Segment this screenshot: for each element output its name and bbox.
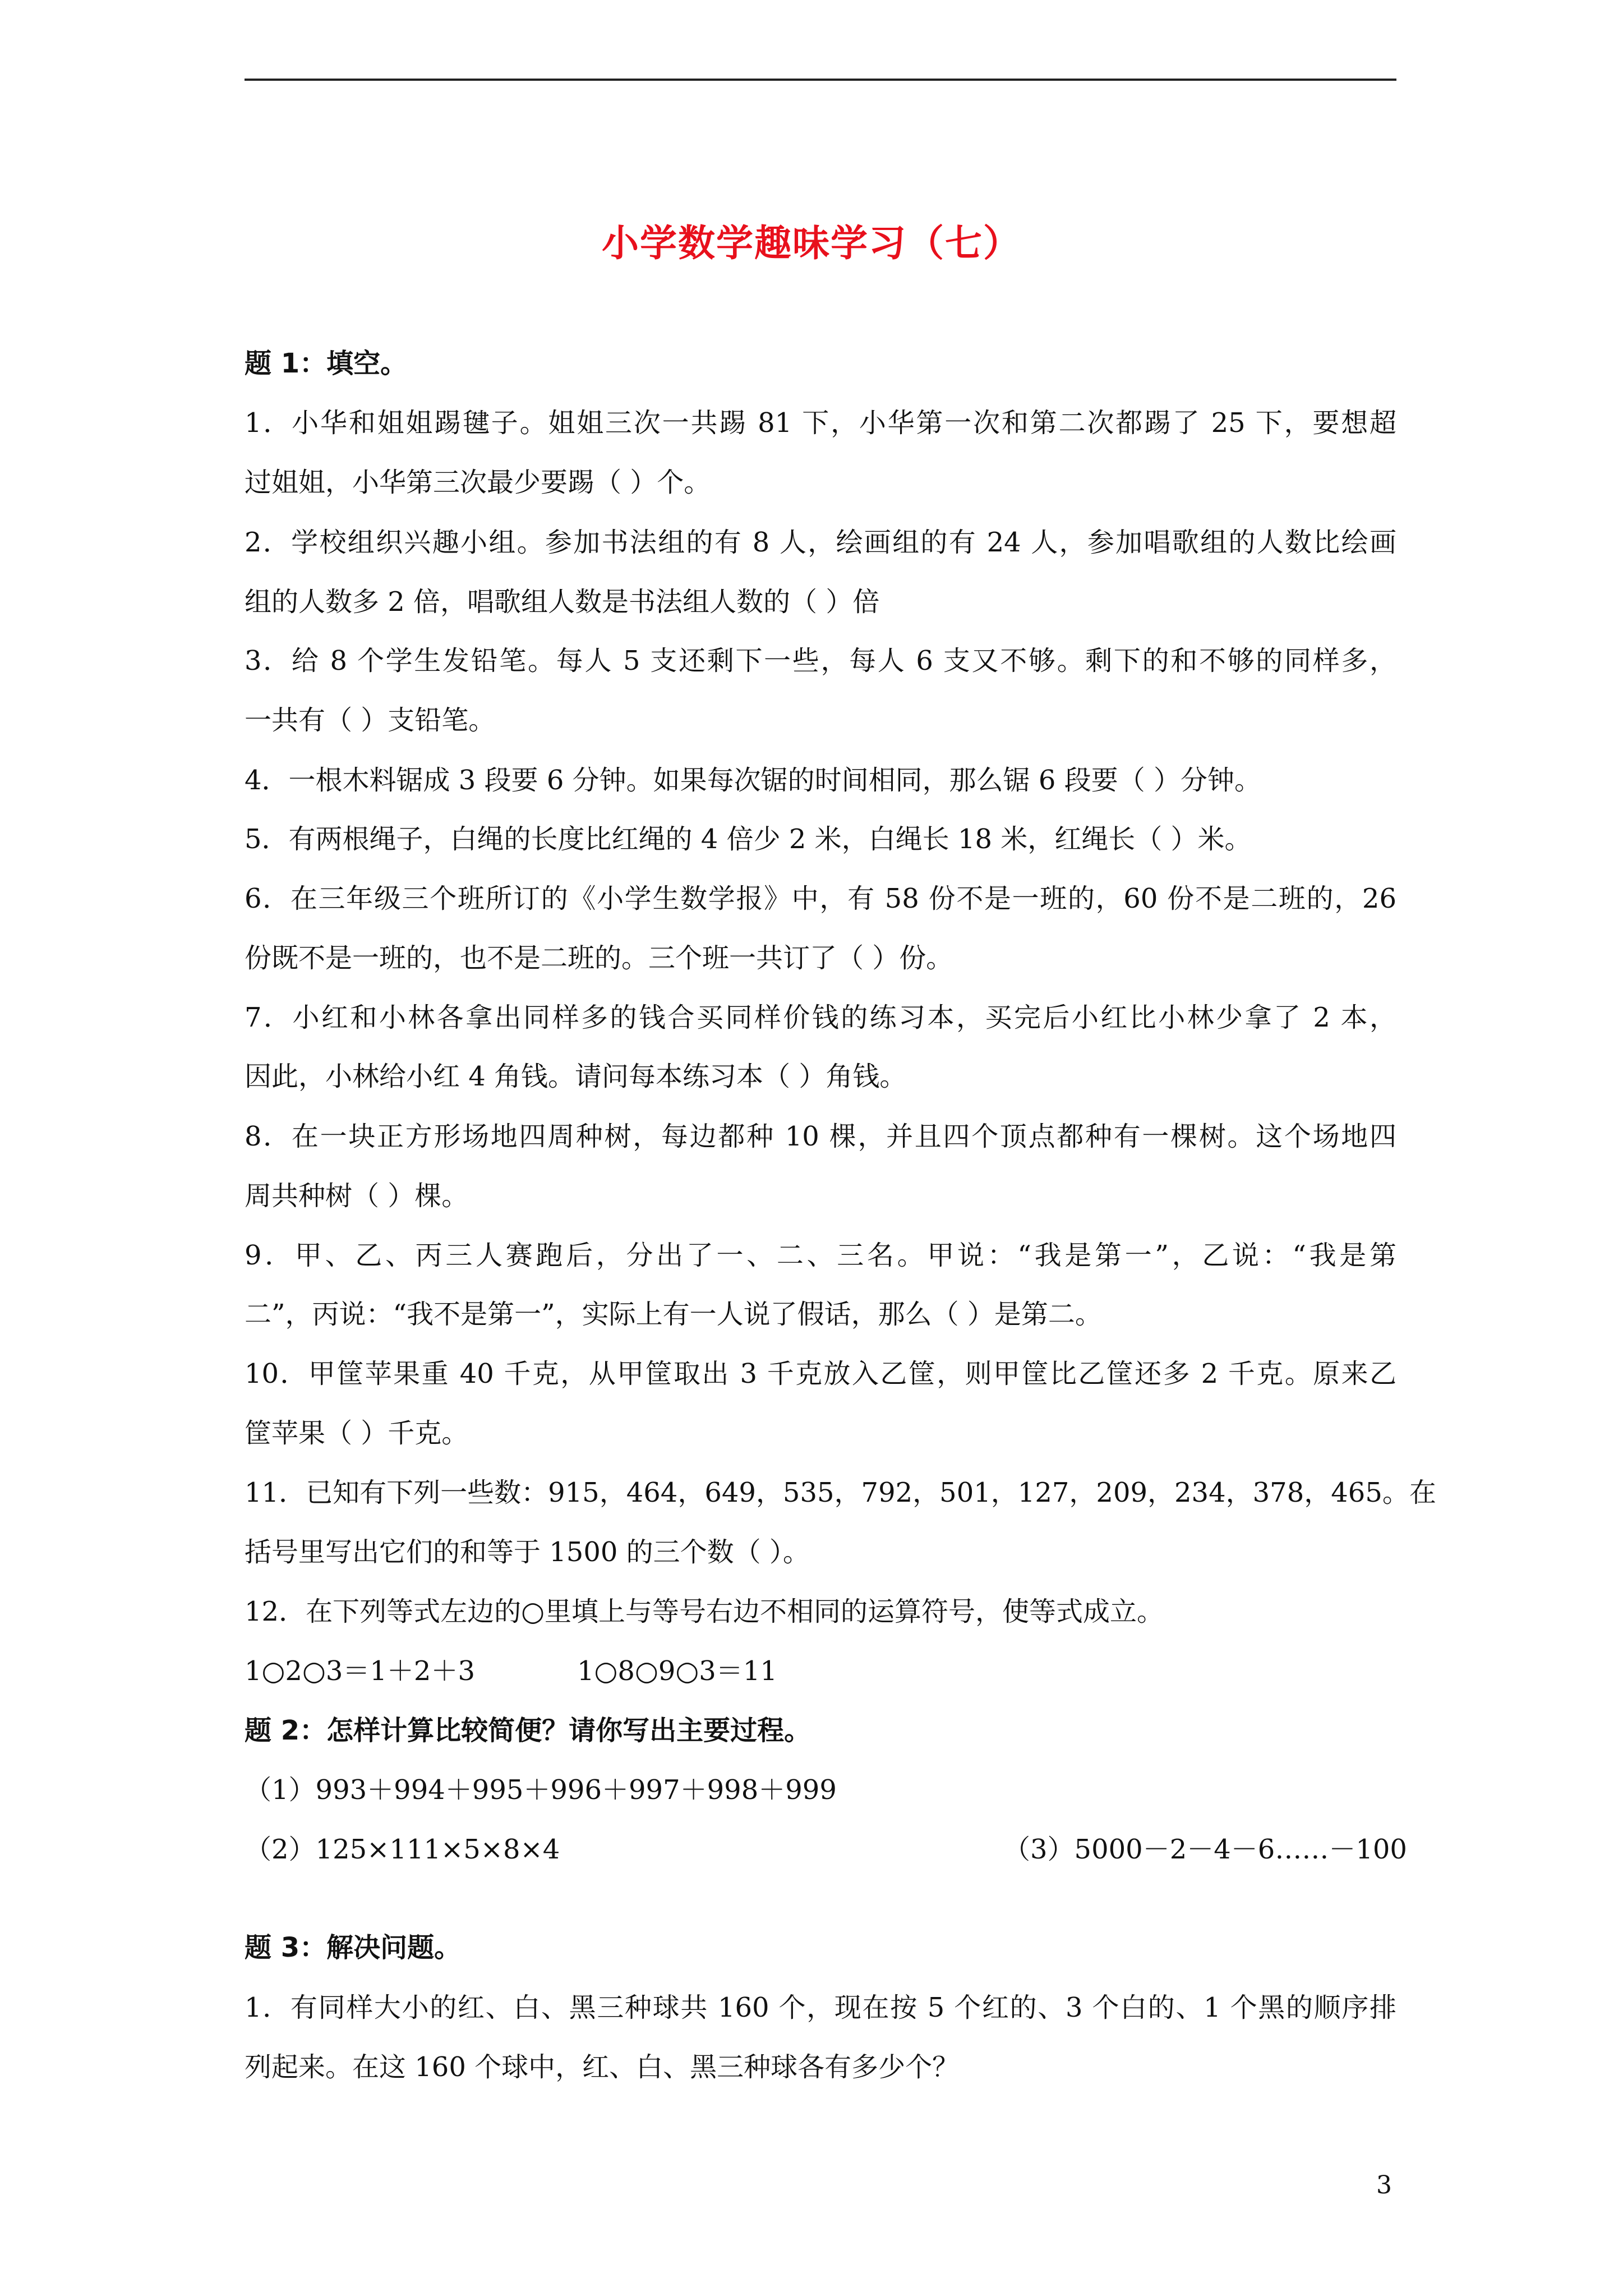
question-line: 9．甲、乙、丙三人赛跑后，分出了一、二、三名。甲说：“我是第一”，乙说：“我是第 bbox=[245, 1240, 1396, 1271]
question-line: 4．一根木料锯成 3 段要 6 分钟。如果每次锯的时间相同，那么锯 6 段要（ ）分钟。 bbox=[245, 765, 1261, 796]
question-line: 组的人数多 2 倍，唱歌组人数是书法组人数的（ ）倍 bbox=[245, 586, 880, 618]
question-line: 因此，小林给小红 4 角钱。请问每本练习本（ ）角钱。 bbox=[245, 1061, 907, 1092]
question-line: 份既不是一班的，也不是二班的。三个班一共订了（ ）份。 bbox=[245, 942, 953, 974]
calc-item-2: （2）125×111×5×8×4 bbox=[245, 1834, 560, 1865]
question-line: 8．在一块正方形场地四周种树，每边都种 10 棵，并且四个顶点都种有一棵树。这个场地四 bbox=[245, 1121, 1396, 1152]
question-line: 一共有（ ）支铅笔。 bbox=[245, 705, 496, 736]
question-line: 12．在下列等式左边的○里填上与等号右边不相同的运算符号，使等式成立。 bbox=[245, 1596, 1164, 1627]
question-line: 二”，丙说：“我不是第一”，实际上有一人说了假话，那么（ ）是第二。 bbox=[245, 1299, 1102, 1330]
header-rule bbox=[245, 79, 1396, 81]
question-line: 6．在三年级三个班所订的《小学生数学报》中，有 58 份不是一班的，60 份不是二班的，26 bbox=[245, 883, 1396, 914]
page-title: 小学数学趣味学习（七） bbox=[602, 222, 1021, 265]
question-line: 周共种树（ ）棵。 bbox=[245, 1180, 469, 1212]
question-line: 1．小华和姐姐踢毽子。姐姐三次一共踢 81 下，小华第一次和第二次都踢了 25 下，要想超 bbox=[245, 407, 1396, 439]
calc-row bbox=[245, 1833, 1407, 1866]
question-line: 10．甲筐苹果重 40 千克，从甲筐取出 3 千克放入乙筐，则甲筐比乙筐还多 2 千克。原来乙 bbox=[245, 1358, 1396, 1389]
question-line: 过姐姐，小华第三次最少要踢（ ）个。 bbox=[245, 467, 711, 498]
equation-1: 1○2○3＝1＋2＋3 bbox=[245, 1655, 476, 1687]
problem-line: 列起来。在这 160 个球中，红、白、黑三种球各有多少个？ bbox=[245, 2051, 960, 2083]
question-line: 2．学校组织兴趣小组。参加书法组的有 8 人，绘画组的有 24 人，参加唱歌组的人数比绘画 bbox=[245, 527, 1396, 558]
section2-heading: 题 2：怎样计算比较简便？请你写出主要过程。 bbox=[245, 1715, 811, 1746]
equation-2: 1○8○9○3＝11 bbox=[577, 1655, 777, 1687]
question-line: 括号里写出它们的和等于 1500 的三个数（ ）。 bbox=[245, 1536, 810, 1568]
equation-row bbox=[245, 1654, 1396, 1688]
section1-heading: 题 1：填空。 bbox=[245, 348, 408, 379]
question-line: 3．给 8 个学生发铅笔。每人 5 支还剩下一些，每人 6 支又不够。剩下的和不够的同样多， bbox=[245, 645, 1396, 677]
question-line: 7．小红和小林各拿出同样多的钱合买同样价钱的练习本，买完后小红比小林少拿了 2 本， bbox=[245, 1002, 1396, 1033]
question-line: 11．已知有下列一些数：915，464，649，535，792，501，127，209，234，378，465。在 bbox=[245, 1477, 1436, 1508]
question-line: 筐苹果（ ）千克。 bbox=[245, 1418, 469, 1449]
calc-item-1: （1）993＋994＋995＋996＋997＋998＋999 bbox=[245, 1774, 837, 1806]
page-number: 3 bbox=[1376, 2171, 1392, 2200]
problem-line: 1．有同样大小的红、白、黑三种球共 160 个，现在按 5 个红的、3 个白的、1 个黑的顺序排 bbox=[245, 1992, 1396, 2023]
question-line: 5．有两根绳子，白绳的长度比红绳的 4 倍少 2 米，白绳长 18 米，红绳长（ ）米。 bbox=[245, 823, 1252, 855]
calc-item-3: （3）5000－2－4－6……－100 bbox=[1003, 1834, 1407, 1865]
section3-heading: 题 3：解决问题。 bbox=[245, 1932, 462, 1963]
